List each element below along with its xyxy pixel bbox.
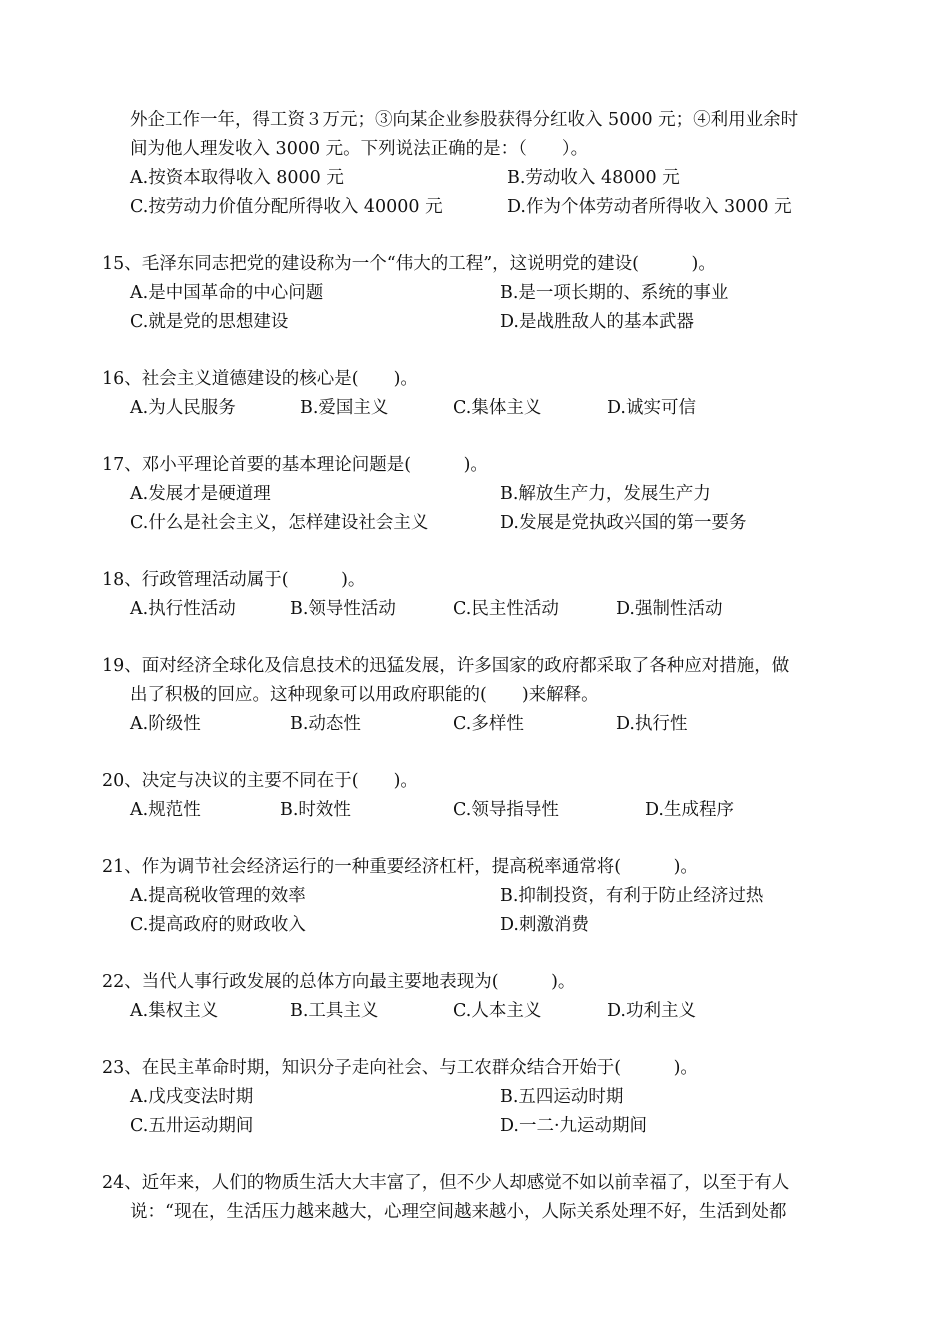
q15-option-c: C.就是党的思想建设 — [130, 312, 289, 332]
q16-option-c: C.集体主义 — [453, 398, 542, 418]
q24-line-2: 说：“现在，生活压力越来越大，心理空间越来越小，人际关系处理不好，生活到处都 — [130, 1202, 787, 1222]
q19-line-2: 出了积极的回应。这种现象可以用政府职能的( )来解释。 — [130, 685, 599, 705]
q16-option-a: A.为人民服务 — [130, 398, 236, 418]
q23-option-c: C.五卅运动期间 — [130, 1116, 254, 1136]
q19-option-c: C.多样性 — [453, 714, 524, 734]
q22-stem: 22、当代人事行政发展的总体方向最主要地表现为( )。 — [102, 972, 576, 992]
q19-option-a: A.阶级性 — [130, 714, 201, 734]
q17-stem: 17、邓小平理论首要的基本理论问题是( )。 — [102, 455, 488, 475]
q15-option-a: A.是中国革命的中心问题 — [130, 283, 324, 303]
q17-option-c: C.什么是社会主义，怎样建设社会主义 — [130, 513, 429, 533]
q18-option-a: A.执行性活动 — [130, 599, 236, 619]
q16-option-d: D.诚实可信 — [607, 398, 696, 418]
q14-line-1: 外企工作一年，得工资３万元；③向某企业参股获得分红收入 5000 元；④利用业余时 — [130, 110, 799, 130]
q22-option-a: A.集权主义 — [130, 1001, 219, 1021]
q19-option-b: B.动态性 — [290, 714, 361, 734]
q15-stem: 15、毛泽东同志把党的建设称为一个“伟大的工程”，这说明党的建设( )。 — [102, 254, 716, 274]
q21-option-a: A.提高税收管理的效率 — [130, 886, 306, 906]
q15-option-b: B.是一项长期的、系统的事业 — [500, 283, 729, 303]
q14-option-a: A.按资本取得收入 8000 元 — [130, 168, 344, 188]
q20-option-d: D.生成程序 — [645, 800, 734, 820]
q23-option-d: D.一二·九运动期间 — [500, 1116, 648, 1136]
q20-option-c: C.领导指导性 — [453, 800, 559, 820]
q20-option-b: B.时效性 — [280, 800, 351, 820]
q23-option-a: A.戊戌变法时期 — [130, 1087, 254, 1107]
q15-option-d: D.是战胜敌人的基本武器 — [500, 312, 694, 332]
q22-option-b: B.工具主义 — [290, 1001, 379, 1021]
q16-option-b: B.爱国主义 — [300, 398, 389, 418]
q21-option-b: B.抑制投资，有利于防止经济过热 — [500, 886, 764, 906]
q18-option-d: D.强制性活动 — [616, 599, 723, 619]
q16-stem: 16、社会主义道德建设的核心是( )。 — [102, 369, 418, 389]
q20-option-a: A.规范性 — [130, 800, 201, 820]
q14-option-c: C.按劳动力价值分配所得收入 40000 元 — [130, 197, 443, 217]
q19-line-1: 19、面对经济全球化及信息技术的迅猛发展，许多国家的政府都采取了各种应对措施，做 — [102, 656, 790, 676]
q24-line-1: 24、近年来，人们的物质生活大大丰富了，但不少人却感觉不如以前幸福了，以至于有人 — [102, 1173, 790, 1193]
q18-option-c: C.民主性活动 — [453, 599, 559, 619]
q21-option-d: D.刺激消费 — [500, 915, 589, 935]
q17-option-a: A.发展才是硬道理 — [130, 484, 271, 504]
q14-option-d: D.作为个体劳动者所得收入 3000 元 — [507, 197, 792, 217]
q22-option-c: C.人本主义 — [453, 1001, 542, 1021]
q23-option-b: B.五四运动时期 — [500, 1087, 624, 1107]
q21-stem: 21、作为调节社会经济运行的一种重要经济杠杆，提高税率通常将( )。 — [102, 857, 698, 877]
q20-stem: 20、决定与决议的主要不同在于( )。 — [102, 771, 418, 791]
q18-option-b: B.领导性活动 — [290, 599, 396, 619]
q14-line-2: 间为他人理发收入 3000 元。下列说法正确的是：（ ）。 — [130, 139, 589, 159]
q21-option-c: C.提高政府的财政收入 — [130, 915, 306, 935]
q19-option-d: D.执行性 — [616, 714, 688, 734]
q18-stem: 18、行政管理活动属于( )。 — [102, 570, 366, 590]
q17-option-d: D.发展是党执政兴国的第一要务 — [500, 513, 747, 533]
q23-stem: 23、在民主革命时期，知识分子走向社会、与工农群众结合开始于( )。 — [102, 1058, 698, 1078]
q17-option-b: B.解放生产力，发展生产力 — [500, 484, 711, 504]
q22-option-d: D.功利主义 — [607, 1001, 696, 1021]
q14-option-b: B.劳动收入 48000 元 — [507, 168, 680, 188]
